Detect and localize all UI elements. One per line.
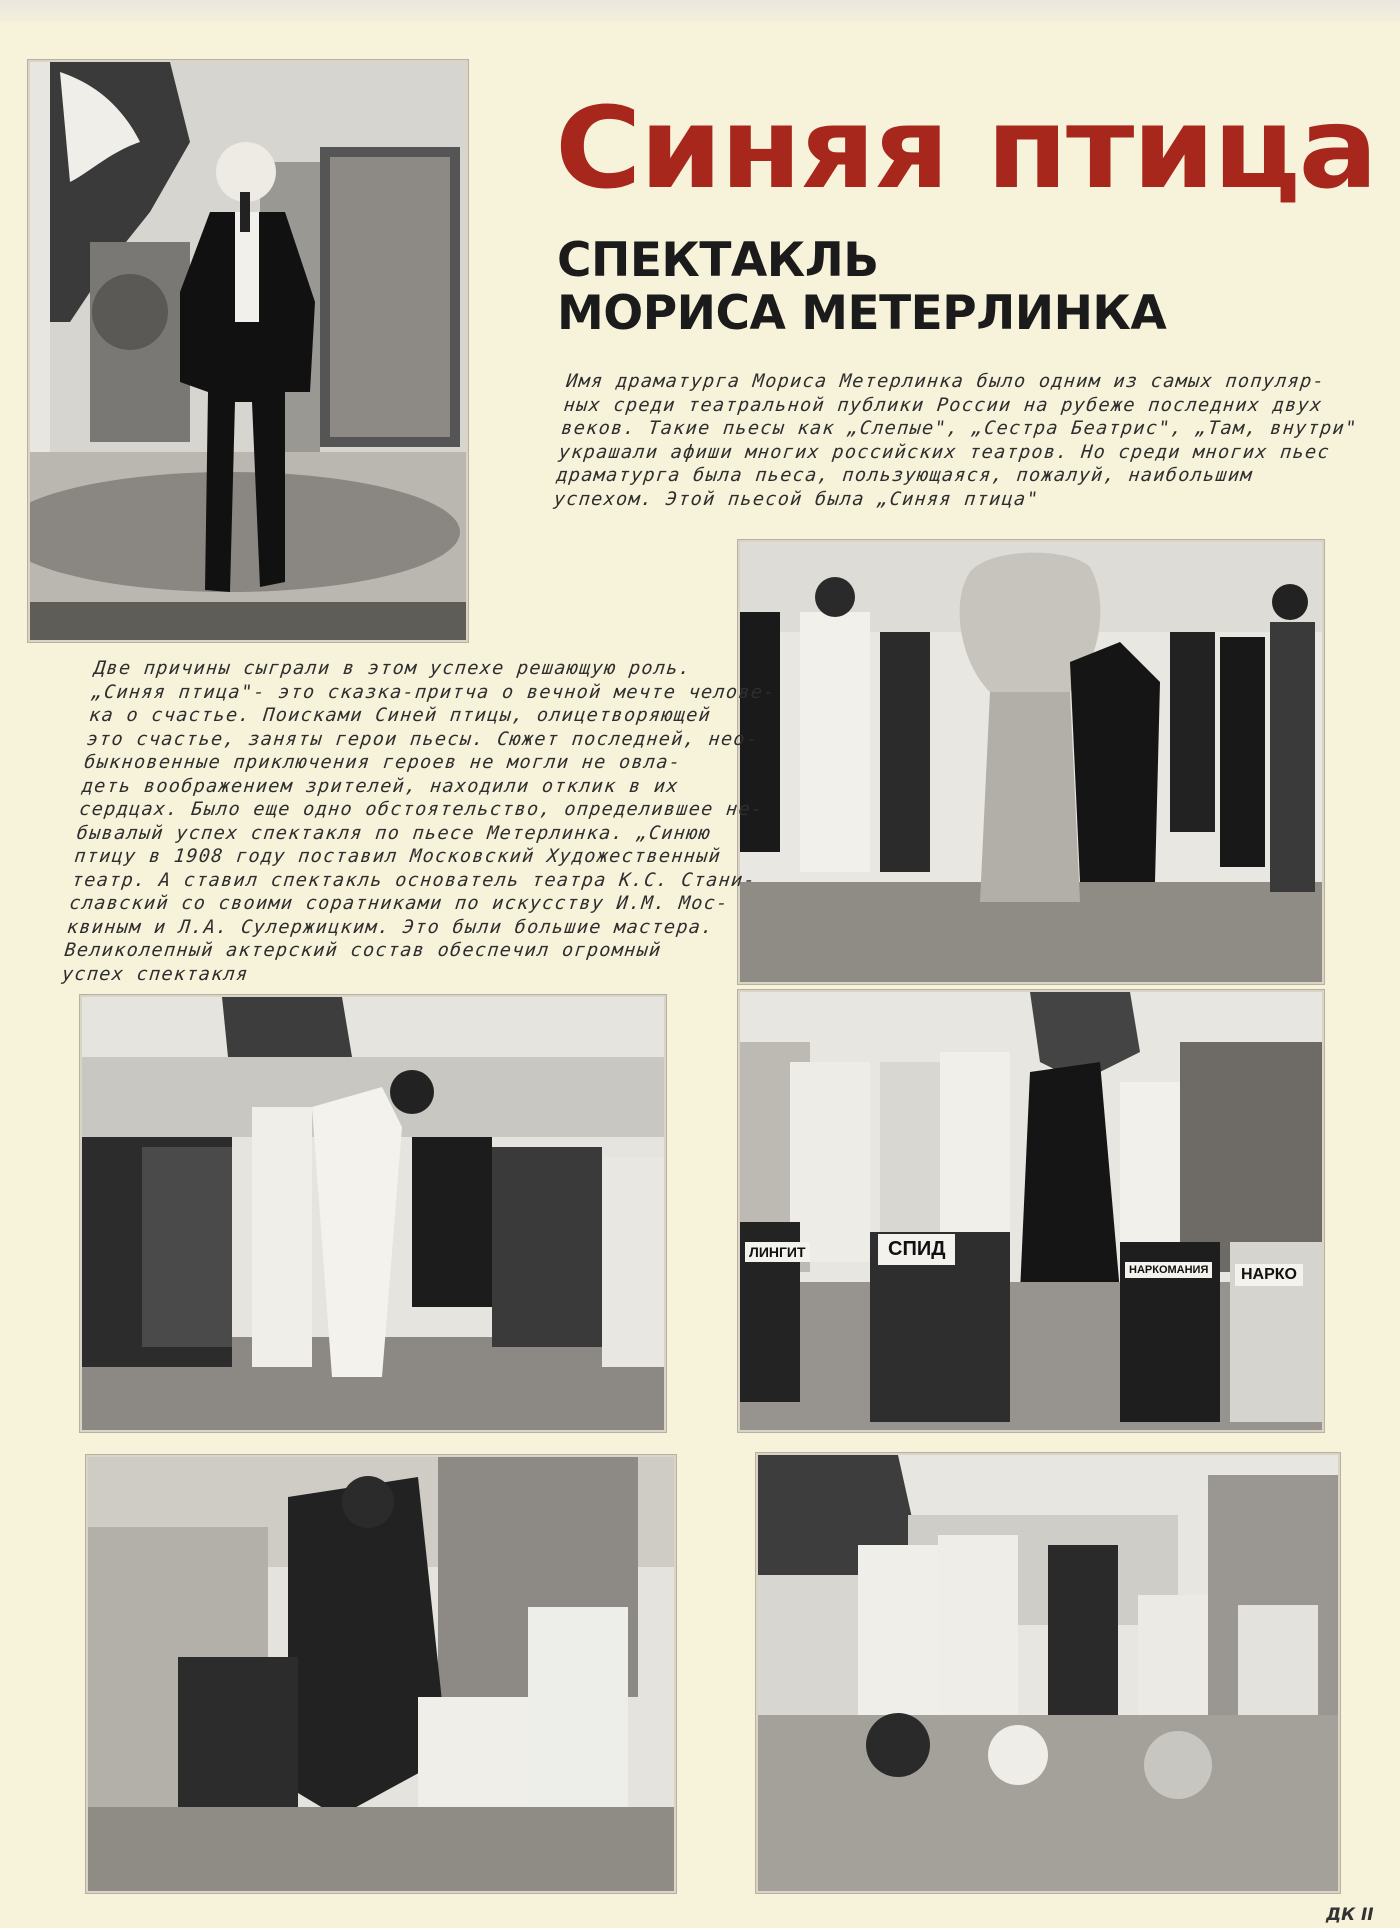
intro-line: украшали афиши многих российских театров. Но среди многих пьес bbox=[557, 441, 1332, 463]
photo-stage-signs bbox=[738, 990, 1324, 1432]
history-line: театр. А ставил спектакль основатель театра К.С. Стани- bbox=[70, 869, 758, 891]
intro-line: драматурга была пьеса, пользующаяся, пожалуй, наибольшим bbox=[555, 465, 1255, 486]
intro-paragraph bbox=[553, 371, 1364, 512]
history-line: Великолепный актерский состав обеспечил огромный bbox=[63, 940, 663, 961]
photo-stage-cast bbox=[738, 540, 1324, 984]
history-line: ка о счастье. Поисками Синей птицы, олицетворяющей bbox=[88, 705, 713, 726]
intro-line: ных среди театральной публики России на рубеже последних двух bbox=[562, 394, 1324, 416]
photo-children-seated bbox=[80, 995, 666, 1432]
poster-title: Синяя птица bbox=[555, 82, 1377, 214]
sign-label-3: НАРКОМАНИЯ bbox=[1125, 1262, 1212, 1278]
history-line: „Синяя птица"- это сказка-притча о вечной мечте челове- bbox=[90, 681, 777, 703]
corner-mark: ДК II bbox=[1326, 1905, 1374, 1925]
photo-children-toys bbox=[756, 1453, 1340, 1893]
sign-label-1: ЛИНГИТ bbox=[745, 1242, 810, 1262]
sign-label-4: НАРКО bbox=[1235, 1264, 1303, 1286]
history-paragraph bbox=[61, 658, 780, 987]
intro-line: веков. Такие пьесы как „Слепые", „Сестра Беатрис", „Там, внутри" bbox=[560, 418, 1359, 439]
photo-children-singing bbox=[86, 1455, 676, 1893]
top-edge-strip bbox=[0, 0, 1400, 23]
photo-speaker bbox=[28, 60, 468, 642]
poster-subtitle-line2: МОРИСА МЕТЕРЛИНКА bbox=[557, 286, 1167, 341]
history-line: бывалый успех спектакля по пьесе Метерлинка. „Синюю bbox=[75, 822, 713, 844]
history-line: успех спектакля bbox=[60, 963, 250, 985]
history-line: птицу в 1908 году поставил Московский Художественный bbox=[73, 846, 723, 867]
history-line: деть воображением зрителей, находили отклик в их bbox=[80, 775, 680, 797]
history-line: быкновенные приключения героев не могли не овла- bbox=[83, 752, 683, 773]
history-line: это счастье, заняты герои пьесы. Сюжет последней, нео- bbox=[85, 728, 760, 750]
sign-label-2: СПИД bbox=[878, 1234, 955, 1265]
intro-line: Имя драматурга Мориса Метерлинка было одним из самых популяр- bbox=[565, 371, 1327, 392]
intro-line: успехом. Этой пьесой была „Синяя птица" bbox=[552, 488, 1041, 510]
history-line: Две причины сыграли в этом успехе решающую роль. bbox=[93, 658, 693, 679]
history-line: славский со своими соратниками по искусству И.М. Мос- bbox=[68, 893, 730, 914]
history-line: квиным и Л.А. Сулержицким. Это были большие мастера. bbox=[65, 916, 715, 938]
history-line: сердцах. Было еще одно обстоятельство, определившее не- bbox=[78, 799, 765, 820]
poster-subtitle-line1: СПЕКТАКЛЬ bbox=[557, 233, 879, 288]
